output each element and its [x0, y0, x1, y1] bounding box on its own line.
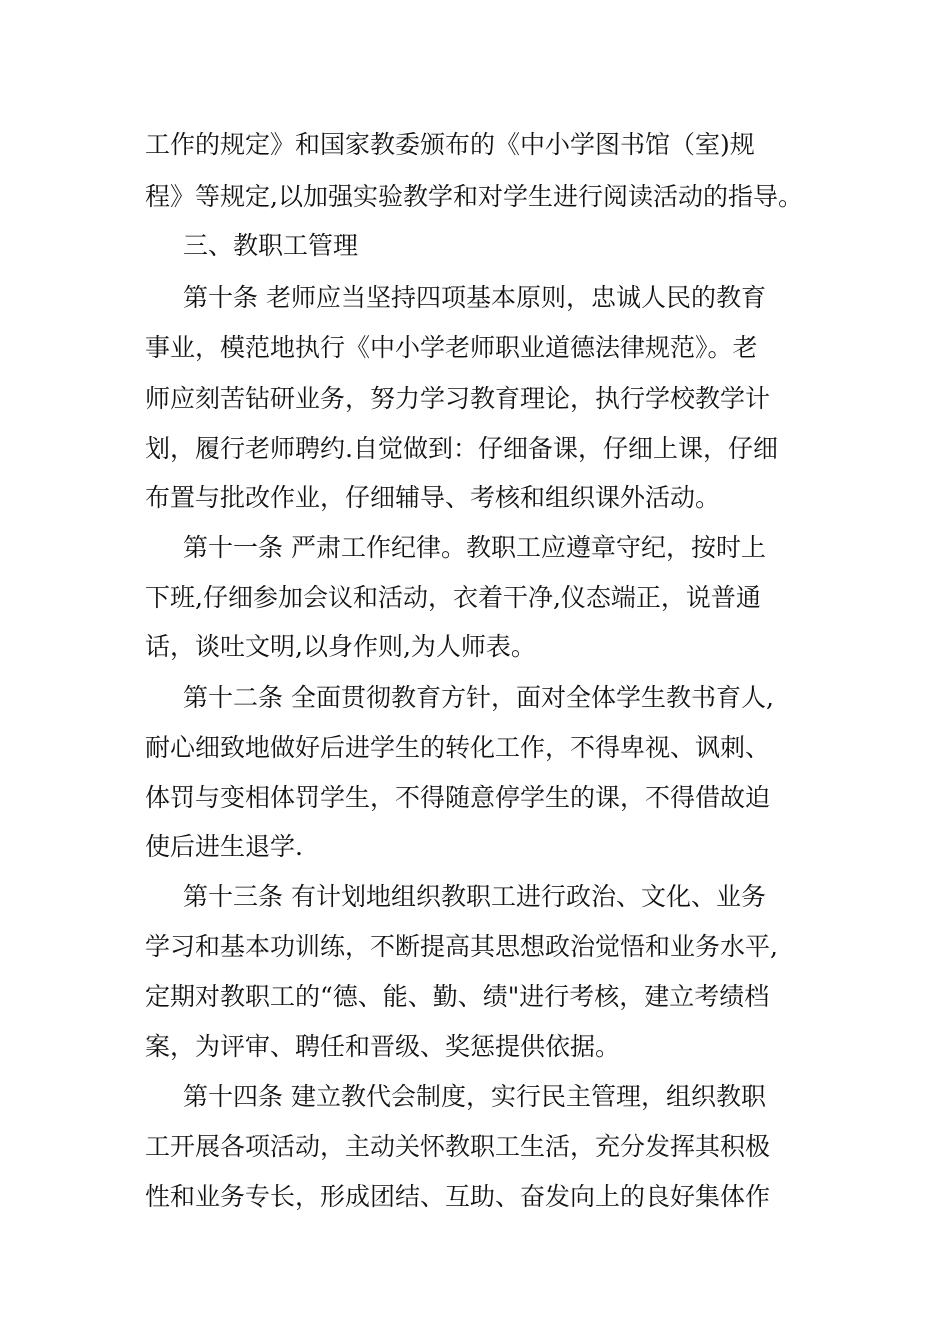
text-line: 工作的规定》和国家教委颁布的《中小学图书馆（室)规	[145, 130, 755, 159]
text-line: 案，为评审、聘任和晋级、奖惩提供依据。	[145, 1032, 621, 1061]
text-line: 划，履行老师聘约.自觉做到：仔细备课，仔细上课，仔细	[145, 434, 778, 463]
section-heading: 三、教职工管理	[183, 231, 359, 260]
text-line: 使后进生退学.	[145, 832, 303, 861]
text-line: 性和业务专长，形成团结、互助、奋发向上的良好集体作	[145, 1182, 771, 1211]
text-line: 定期对教职工的“德、能、勤、绩"进行考核，建立考绩档	[145, 982, 770, 1011]
article-14-start: 第十四条 建立教代会制度，实行民主管理，组织教职	[183, 1082, 766, 1111]
text-line: 耐心细致地做好后进学生的转化工作，不得卑视、讽刺、	[145, 733, 771, 762]
article-13-start: 第十三条 有计划地组织教职工进行政治、文化、业务	[183, 882, 766, 911]
text-line: 体罚与变相体罚学生，不得随意停学生的课，不得借故迫	[145, 783, 771, 812]
text-line: 程》等规定,以加强实验教学和对学生进行阅读活动的指导。	[145, 182, 803, 211]
text-line: 布置与批改作业，仔细辅导、考核和组织课外活动。	[145, 483, 721, 512]
text-line: 话，谈吐文明,以身作则,为人师表。	[145, 632, 536, 661]
text-line: 事业，模范地执行《中小学老师职业道德法律规范》。老	[145, 333, 758, 362]
text-line: 学习和基本功训练，不断提高其思想政治觉悟和业务水平,	[145, 932, 778, 961]
article-11-start: 第十一条 严肃工作纪律。教职工应遵章守纪，按时上	[183, 533, 766, 562]
article-12-start: 第十二条 全面贯彻教育方针，面对全体学生教书育人,	[183, 683, 774, 712]
text-line: 师应刻苦钻研业务，努力学习教育理论，执行学校教学计	[145, 384, 771, 413]
text-line: 工开展各项活动，主动关怀教职工生活，充分发挥其积极	[145, 1132, 771, 1161]
article-10-start: 第十条 老师应当坚持四项基本原则，忠诚人民的教育	[183, 283, 766, 312]
text-line: 下班,仔细参加会议和活动，衣着干净,仪态端正，说普通	[145, 583, 761, 612]
